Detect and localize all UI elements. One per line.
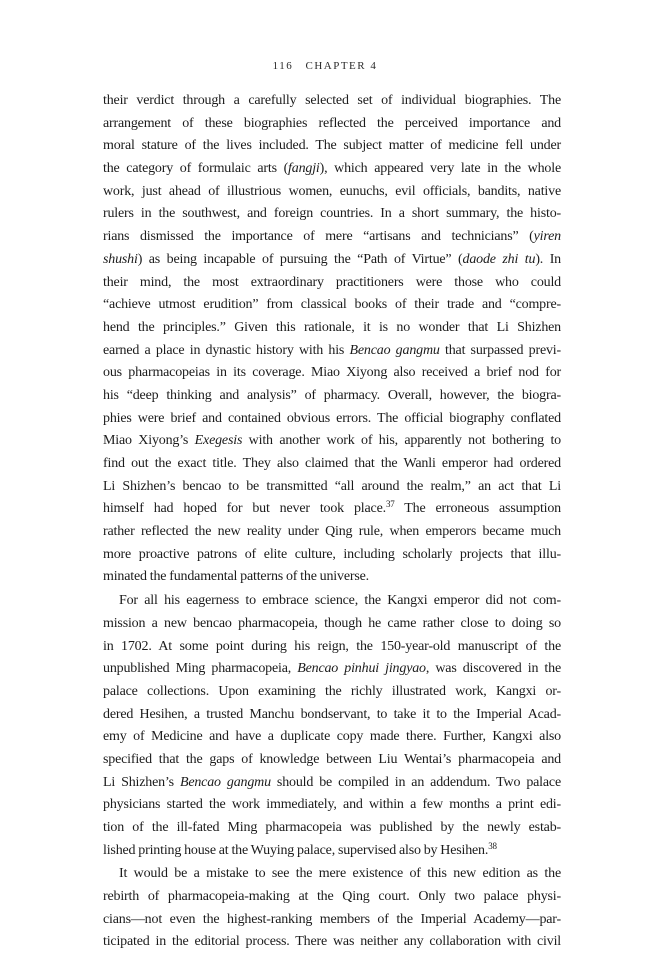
text-line: dered Hesihen, a trusted Manchu bondservant, to take it to the Imperial Acad- [103,706,561,722]
italic-term: Bencao gangmu [179,774,271,790]
text-line: more proactive patrons of elite culture, including scholarly projects that illu- [103,546,561,562]
italic-term: Bencao gangmu [349,342,440,358]
text-line: their verdict through a carefully selected set of individual biographies. The [103,93,561,108]
footnote-ref: 37 [385,499,395,510]
italic-term: fangji [288,161,320,177]
text-line: rians dismissed the importance of mere “artisans and technicians” (yiren [103,229,561,245]
text-line: find out the exact title. They also claimed that the Wanli emperor had ordered [103,456,561,471]
text-line: in 1702. At some point during his reign, the 150-year-old manuscript of the [103,638,561,654]
italic-term: Bencao pinhui jingyao [297,661,426,677]
text-line: “achieve utmost erudition” from classical books of their trade and “compre- [103,297,561,313]
paragraph [103,90,561,589]
body-text [103,90,561,954]
text-line: Li Shizhen’s Bencao gangmu should be compiled in an addendum. Two palace [103,774,561,790]
text-line: moral stature of the lives included. The subject matter of medicine fell under [103,138,561,154]
italic-term: shushi [103,251,138,267]
text-line: physicians started the work immediately, and within a few months a print edi- [103,797,561,813]
text-line: emy of Medicine and have a duplicate copy made there. Further, Kangxi also [103,729,561,745]
page-number: 116 [272,60,294,72]
chapter-label: CHAPTER 4 [305,60,378,72]
text-line: Miao Xiyong’s Exegesis with another work of his, apparently not bothering to [103,433,561,449]
text-line: mission a new bencao pharmacopeia, though he came rather close to doing so [103,615,561,631]
text-line: the category of formulaic arts (fangji), which appeared very late in the whole [103,161,561,177]
text-line: work, just ahead of illustrious women, eunuchs, evil officials, bandits, native [103,183,561,199]
text-line: Li Shizhen’s bencao to be transmitted “all around the realm,” an act that Li [103,478,561,494]
italic-term: yiren [533,229,561,245]
text-line: rather reflected the new reality under Qing rule, when emperors became much [103,524,561,540]
paragraph [103,863,561,954]
text-line: lished printing house at the Wuying palace, supervised also by Hesihen.$^{38}$ [103,840,497,858]
text-line: palace collections. Upon examining the richly illustrated work, Kangxi or- [103,683,561,699]
text-line: himself had hoped for but never took place.$^{37}$ The erroneous assumption [103,499,562,517]
text-line: hend the principles.” Given this rationale, it is no wonder that Li Shizhen [103,319,561,335]
text-line: rulers in the southwest, and foreign countries. In a short summary, the histo- [103,206,561,222]
text-line: his “deep thinking and analysis” of pharmacy. Overall, however, the biogra- [103,387,561,403]
text-line: their mind, the most extraordinary practitioners were those who could [103,274,561,290]
italic-term: Exegesis [194,433,243,449]
text-line: ous pharmacopeias in its coverage. Miao Xiyong also received a brief nod for [103,365,561,381]
text-line: arrangement of these biographies reflected the perceived importance and [103,115,561,131]
text-line: phies were brief and contained obvious errors. The official biography conflated [103,410,561,426]
text-line: unpublished Ming pharmacopeia, Bencao pinhui jingyao, was discovered in the [103,661,561,677]
text-line: specified that the gaps of knowledge between Liu Wentai’s pharmacopeia and [103,751,561,767]
text-line: earned a place in dynastic history with his Bencao gangmu that surpassed previ- [103,342,562,358]
text-line: cians—not even the highest-ranking members of the Imperial Academy—par- [103,911,561,927]
text-line: It would be a mistake to see the mere existence of this new edition as the [119,866,561,882]
paragraph [103,590,561,862]
text-line: shushi) as being incapable of pursuing the “Path of Virtue” (daode zhi tu). In [103,251,561,267]
running-head [0,60,650,72]
text-line: minated the fundamental patterns of the universe. [103,569,369,585]
text-line: tion of the ill-fated Ming pharmacopeia was published by the newly estab- [103,820,561,835]
footnote-ref: 38 [488,840,497,851]
text-line: rebirth of pharmacopeia-making at the Qing court. Only two palace physi- [103,889,561,905]
text-line: ticipated in the editorial process. There was neither any collaboration with civil [103,934,561,950]
text-line: For all his eagerness to embrace science, the Kangxi emperor did not com- [119,593,561,609]
italic-term: daode zhi tu [462,251,536,267]
